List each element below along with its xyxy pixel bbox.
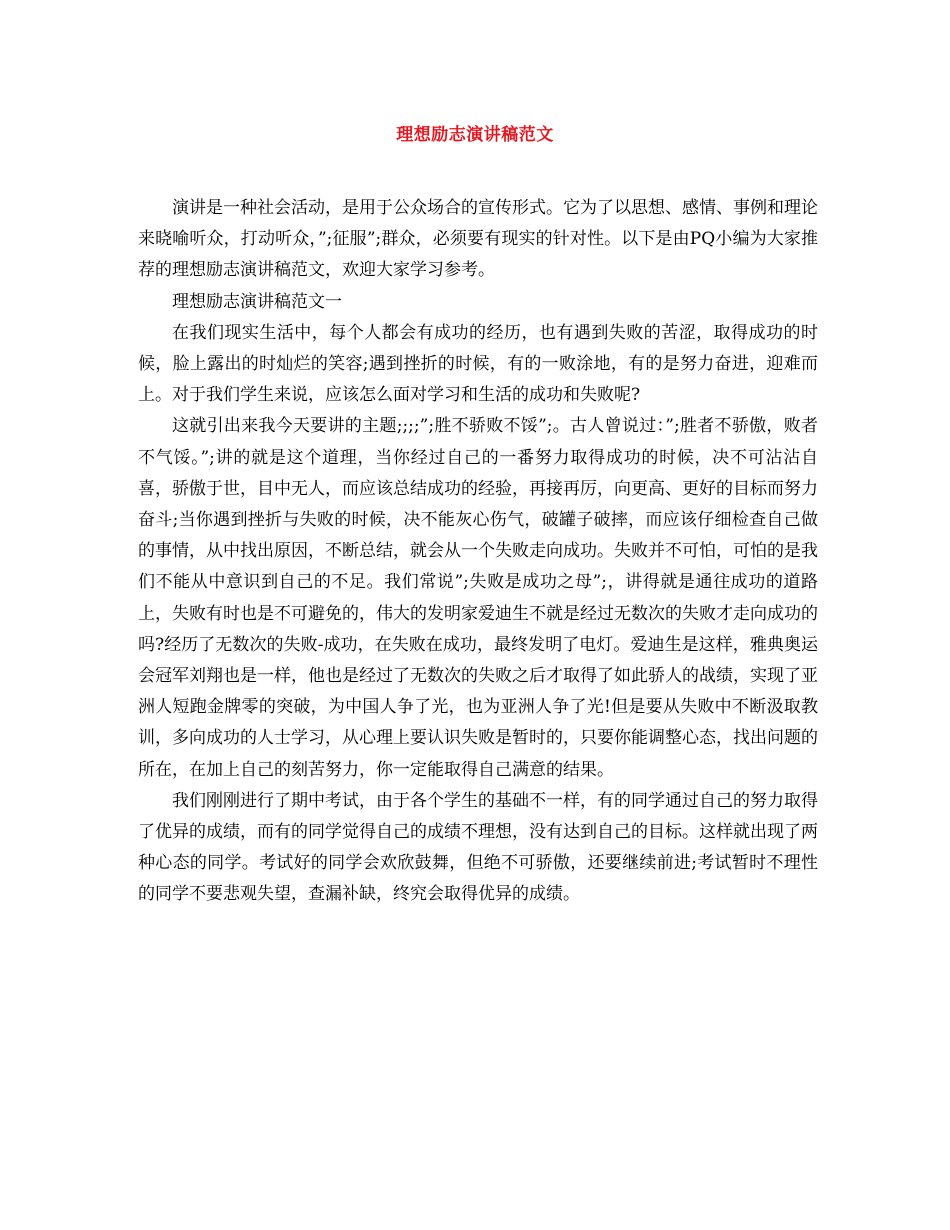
intro-paragraph: 演讲是一种社会活动，是用于公众场合的宣传形式。它为了以思想、感情、事例和理论来晓喻听众，打动听众，”;征服”;群众，必须要有现实的针对性。以下是由PQ小编为大家推荐的理想励志演讲稿范文，欢迎大家学习参考。 [138,198,818,281]
body-paragraph: 在我们现实生活中，每个人都会有成功的经历，也有遇到失败的苦涩，取得成功的时候，脸上露出的时灿烂的笑容;遇到挫折的时候，有的一败涂地，有的是努力奋进，迎难而上。对于我们学生来说，应该怎么面对学习和生活的成功和失败呢? [138,322,818,406]
body-paragraph: 我们刚刚进行了期中考试，由于各个学生的基础不一样，有的同学通过自己的努力取得了优异的成绩，而有的同学觉得自己的成绩不理想，没有达到自己的目标。这样就出现了两种心态的同学。考试好的同学会欢欣鼓舞，但绝不可骄傲，还要继续前进;考试暂时不理性的同学不要悲观失望，查漏补缺，终究会取得优异的成绩。 [138,790,818,905]
document-title: 理想励志演讲稿范文 [396,125,554,145]
section-heading: 理想励志演讲稿范文一 [172,291,342,312]
body-paragraph: 这就引出来我今天要讲的主题;;;;”;胜不骄败不馁”;。古人曾说过：”;胜者不骄傲，败者不气馁。”;讲的就是这个道理，当你经过自己的一番努力取得成功的时候，决不可沾沾自喜，骄傲于世，目中无人，而应该总结成功的经验，再接再厉，向更高、更好的目标而努力奋斗;当你遇到挫折与失败的时候，决不能灰心伤气，破罐子破摔，而应该仔细检查自己做的事情，从中找出原因，不断总结，就会从一个失败走向成功。失败并不可怕，可怕的是我们不能从中意识到自己的不足。我们常说”;失败是成功之母”;，讲得就是通往成功的道路上，失败有时也是不可避免的，伟大的发明家爱迪生不就是经过无数次的失败才走向成功的吗?经历了无数次的失败-成功，在失败在成功，最终发明了电灯。爱迪生是这样，雅典奥运会冠军刘翔也是一样，他也是经过了无数次的失败之后才取得了如此骄人的战绩，实现了亚洲人短跑金牌零的突破，为中国人争了光，也为亚洲人争了光!但是要从失败中不断汲取教训，多向成功的人士学习，从心理上要认识失败是暂时的，只要你能调整心态，找出问题的所在，在加上自己的刻苦努力，你一定能取得自己满意的结果。 [138,416,818,780]
document-body [138,193,818,911]
